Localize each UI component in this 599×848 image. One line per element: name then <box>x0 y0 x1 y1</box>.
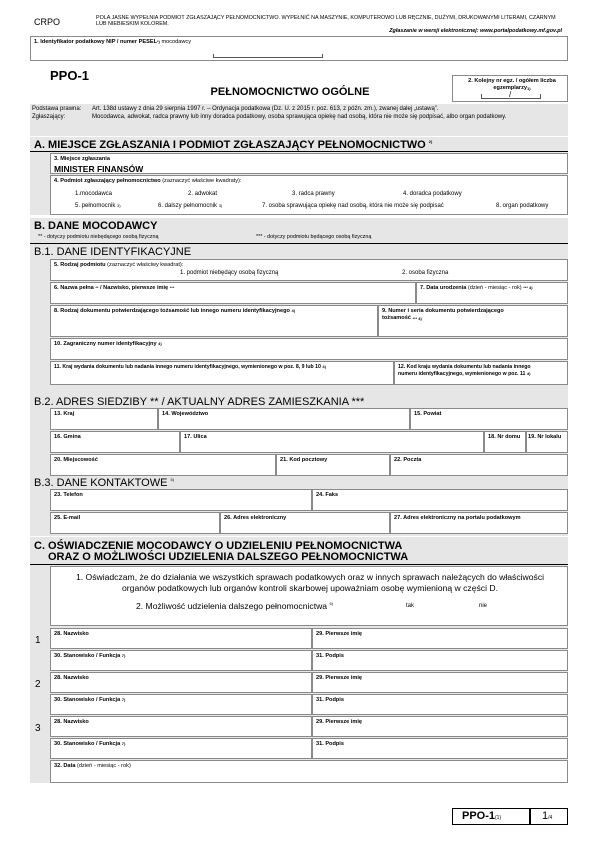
electronic-address-field[interactable]: 26. Adres elektroniczny <box>220 512 390 534</box>
city-field[interactable]: 20. Miejscowość <box>50 454 276 476</box>
entity-option-6[interactable]: 6. dalszy pełnomocnik $^{3)}$ <box>158 203 223 209</box>
post-office-field[interactable]: 22. Poczta <box>390 454 568 476</box>
entity-option-8[interactable]: 8. organ podatkowy <box>496 203 549 209</box>
submitter-text: Mocodawca, adwokat, radca prawny lub inny doradca podatkowy, osoba sprawująca opiekę nad osobą, która nie może się podpisać, albo organ podatkowy. <box>92 114 507 120</box>
section-b-title: B. DANE MOCODAWCY <box>34 220 158 232</box>
section-c-title-1: C. OŚWIADCZENIE MOCODAWCY O UDZIELENIU PEŁNOMOCNICTWA <box>34 540 403 552</box>
nip-label: 1. Identyfikator podatkowy NIP / numer PESEL <box>34 39 157 45</box>
statement-2: 2. Możliwość udzielenia dalszego pełnomocnictwa $^{6)}$ <box>136 601 334 611</box>
position-field-2[interactable]: 30. Stanowisko / Funkcja $^{7)}$ <box>50 694 312 715</box>
entity-option-1[interactable]: 1.mocodawca <box>75 191 113 197</box>
copy-number-field[interactable]: 2. Kolejny nr egz. / ogółem liczba egzemplarzy$^{1)}$ / <box>452 75 568 102</box>
further-power-yes[interactable]: tak <box>406 603 415 609</box>
surname-field-3[interactable]: 28. Nazwisko <box>50 716 312 737</box>
place-field[interactable] <box>50 153 568 174</box>
legal-basis-text: Art. 138d ustawy z dnia 29 sierpnia 1997 r. – Ordynacja podatkowa (Dz. U. z 2015 r. poz. 613, z późn. zm.), zwanej dalej „ustawą”. <box>92 106 439 112</box>
entity-label: 4. Podmiot zgłaszający pełnomocnictwo <box>54 178 161 184</box>
nip-ticks <box>213 54 323 58</box>
signatory-number-1: 1 <box>35 635 41 646</box>
b1-title: B.1. DANE IDENTYFIKACYJNE <box>34 246 192 258</box>
b3-title: B.3. DANE KONTAKTOWE $^{5)}$ <box>34 477 175 489</box>
signatory-number-2: 2 <box>35 679 41 690</box>
surname-field-1[interactable]: 28. Nazwisko <box>50 628 312 649</box>
commune-field[interactable]: 16. Gmina <box>50 431 180 453</box>
signature-field-1[interactable]: 31. Podpis <box>312 650 568 671</box>
b2-title: B.2. ADRES SIEDZIBY ** / AKTUALNY ADRES ZAMIESZKANIA *** <box>34 396 365 408</box>
surname-field-2[interactable]: 28. Nazwisko <box>50 672 312 693</box>
place-value: MINISTER FINANSÓW <box>54 164 144 174</box>
country-field[interactable]: 13. Kraj <box>50 408 158 430</box>
entity-option-7[interactable]: 7. osoba sprawująca opiekę nad osobą, która nie może się podpisać <box>262 203 444 209</box>
portal-address-field[interactable]: 27. Adres elektroniczny na portalu podatkowym <box>390 512 568 534</box>
entity-type-option-1[interactable]: 1. podmiot niebędący osobą fizyczną <box>180 270 279 276</box>
full-name-field[interactable]: 6. Nazwa pełna ** / Nazwisko, pierwsze imię *** <box>50 282 416 304</box>
signatory-number-3: 3 <box>35 723 41 734</box>
entity-field[interactable]: 4. Podmiot zgłaszający pełnomocnictwo (zaznaczyć właściwe kwadraty): <box>50 175 568 215</box>
electronic-submission-note: Zgłaszanie w wersji elektronicznej: www.portalpodatkowy.mf.gov.pl <box>389 28 562 34</box>
issuing-country-field[interactable]: 11. Kraj wydania dokumentu lub nadania innego numeru identyfikacyjnego, wymienionego w poz. 8, 9 lub 10 $^{4)}$ <box>50 361 394 385</box>
section-b-note-1: ** - dotyczy podmiotu niebędącego osobą fizyczną <box>38 234 159 240</box>
further-power-no[interactable]: nie <box>479 603 488 609</box>
phone-field[interactable]: 23. Telefon <box>50 489 312 511</box>
nip-field[interactable]: 1. Identyfikator podatkowy NIP / numer PESEL*) mocodawcy <box>30 36 568 61</box>
fill-instructions: POLA JASNE WYPEŁNIA PODMIOT ZGŁASZAJĄCY PEŁNOMOCNICTWO. WYPEŁNIĆ NA MASZYNIE, KOMPUTEROWO LUB RĘCZNIE, DUŻYMI, DRUKOWANYMI LITERAMI, CZARNYM LUB NIEBIESKIM KOLOREM. <box>96 15 556 28</box>
crpo-label: CRPO <box>34 17 61 27</box>
submitter-label: Zgłaszający: <box>32 114 66 120</box>
section-a-rule <box>30 151 568 152</box>
voivodeship-field[interactable]: 14. Województwo <box>158 408 410 430</box>
first-name-field-1[interactable]: 29. Pierwsze imię <box>312 628 568 649</box>
form-title: PEŁNOMOCNICTWO OGÓLNE <box>210 86 370 98</box>
entity-option-2[interactable]: 2. adwokat <box>188 191 218 197</box>
birth-date-field[interactable]: 7. Data urodzenia (dzień - miesiąc - rok) $^{*** 4)}$ <box>416 282 568 304</box>
date-field[interactable]: 32. Data (dzień - miesiąc - rok) <box>50 760 568 783</box>
form-code: PPO-1 <box>50 68 90 83</box>
first-name-field-2[interactable]: 29. Pierwsze imię <box>312 672 568 693</box>
first-name-field-3[interactable]: 29. Pierwsze imię <box>312 716 568 737</box>
signature-field-2[interactable]: 31. Podpis <box>312 694 568 715</box>
fax-field[interactable]: 24. Faks <box>312 489 568 511</box>
section-a-title: A. MIEJSCE ZGŁASZANIA I PODMIOT ZGŁASZAJĄCY PEŁNOMOCNICTWO $^{2)}$ <box>34 139 433 151</box>
position-field-1[interactable]: 30. Stanowisko / Funkcja $^{7)}$ <box>50 650 312 671</box>
email-field[interactable]: 25. E-mail <box>50 512 220 534</box>
postal-code-field[interactable]: 21. Kod pocztowy <box>276 454 390 476</box>
footer-code: PPO-1(1) <box>462 810 502 822</box>
page-number: 1/4 <box>542 810 553 822</box>
entity-option-5[interactable]: 5. pełnomocnik $^{3)}$ <box>75 203 121 209</box>
place-label: 3. Miejsce zgłaszania <box>54 156 110 162</box>
entity-option-3[interactable]: 3. radca prawny <box>292 191 335 197</box>
entity-type-option-2[interactable]: 2. osoba fizyczna <box>402 270 449 276</box>
foreign-id-field[interactable]: 10. Zagraniczny numer identyfikacyjny $^{4)}$ <box>50 338 568 360</box>
id-document-type-field[interactable]: 8. Rodzaj dokumentu potwierdzającego tożsamość lub innego numeru identyfikacyjnego $^{4)}$ <box>50 305 378 337</box>
county-field[interactable]: 15. Powiat <box>410 408 568 430</box>
signature-field-3[interactable]: 31. Podpis <box>312 738 568 759</box>
legal-basis-label: Podstawa prawna: <box>32 106 82 112</box>
apartment-number-field[interactable]: 19. Nr lokalu <box>526 431 568 453</box>
issuing-country-code-field[interactable]: 12. Kod kraju wydania dokumentu lub nadania innego numeru identyfikacyjnego, wymienionego w poz. 11 $^{4)}$ <box>394 361 568 385</box>
house-number-field[interactable]: 18. Nr domu <box>484 431 526 453</box>
copy-number-label: 2. Kolejny nr egz. / ogółem liczba egzemplarzy <box>468 78 556 91</box>
entity-type-field[interactable]: 5. Rodzaj podmiotu (zaznaczyć właściwy kwadrat): <box>50 259 568 281</box>
section-c-title-2: ORAZ O MOŻLIWOŚCI UDZIELENIA DALSZEGO PEŁNOMOCNICTWA <box>48 551 409 563</box>
statement-1: 1. Oświadczam, że do działania we wszystkich sprawach podatkowych oraz w innych sprawach należących do właściwości organów podatkowych lub organów kontroli skarbowej upoważniam osobę wymienioną w części D. <box>75 572 545 593</box>
entity-option-4[interactable]: 4. doradca podatkowy <box>403 191 462 197</box>
street-field[interactable]: 17. Ulica <box>180 431 484 453</box>
id-document-number-field[interactable]: 9. Numer i seria dokumentu potwierdzającego tożsamość $^{*** 4)}$ <box>378 305 568 337</box>
position-field-3[interactable]: 30. Stanowisko / Funkcja $^{7)}$ <box>50 738 312 759</box>
section-b-note-2: *** - dotyczy podmiotu będącego osobą fizyczną <box>256 234 372 240</box>
